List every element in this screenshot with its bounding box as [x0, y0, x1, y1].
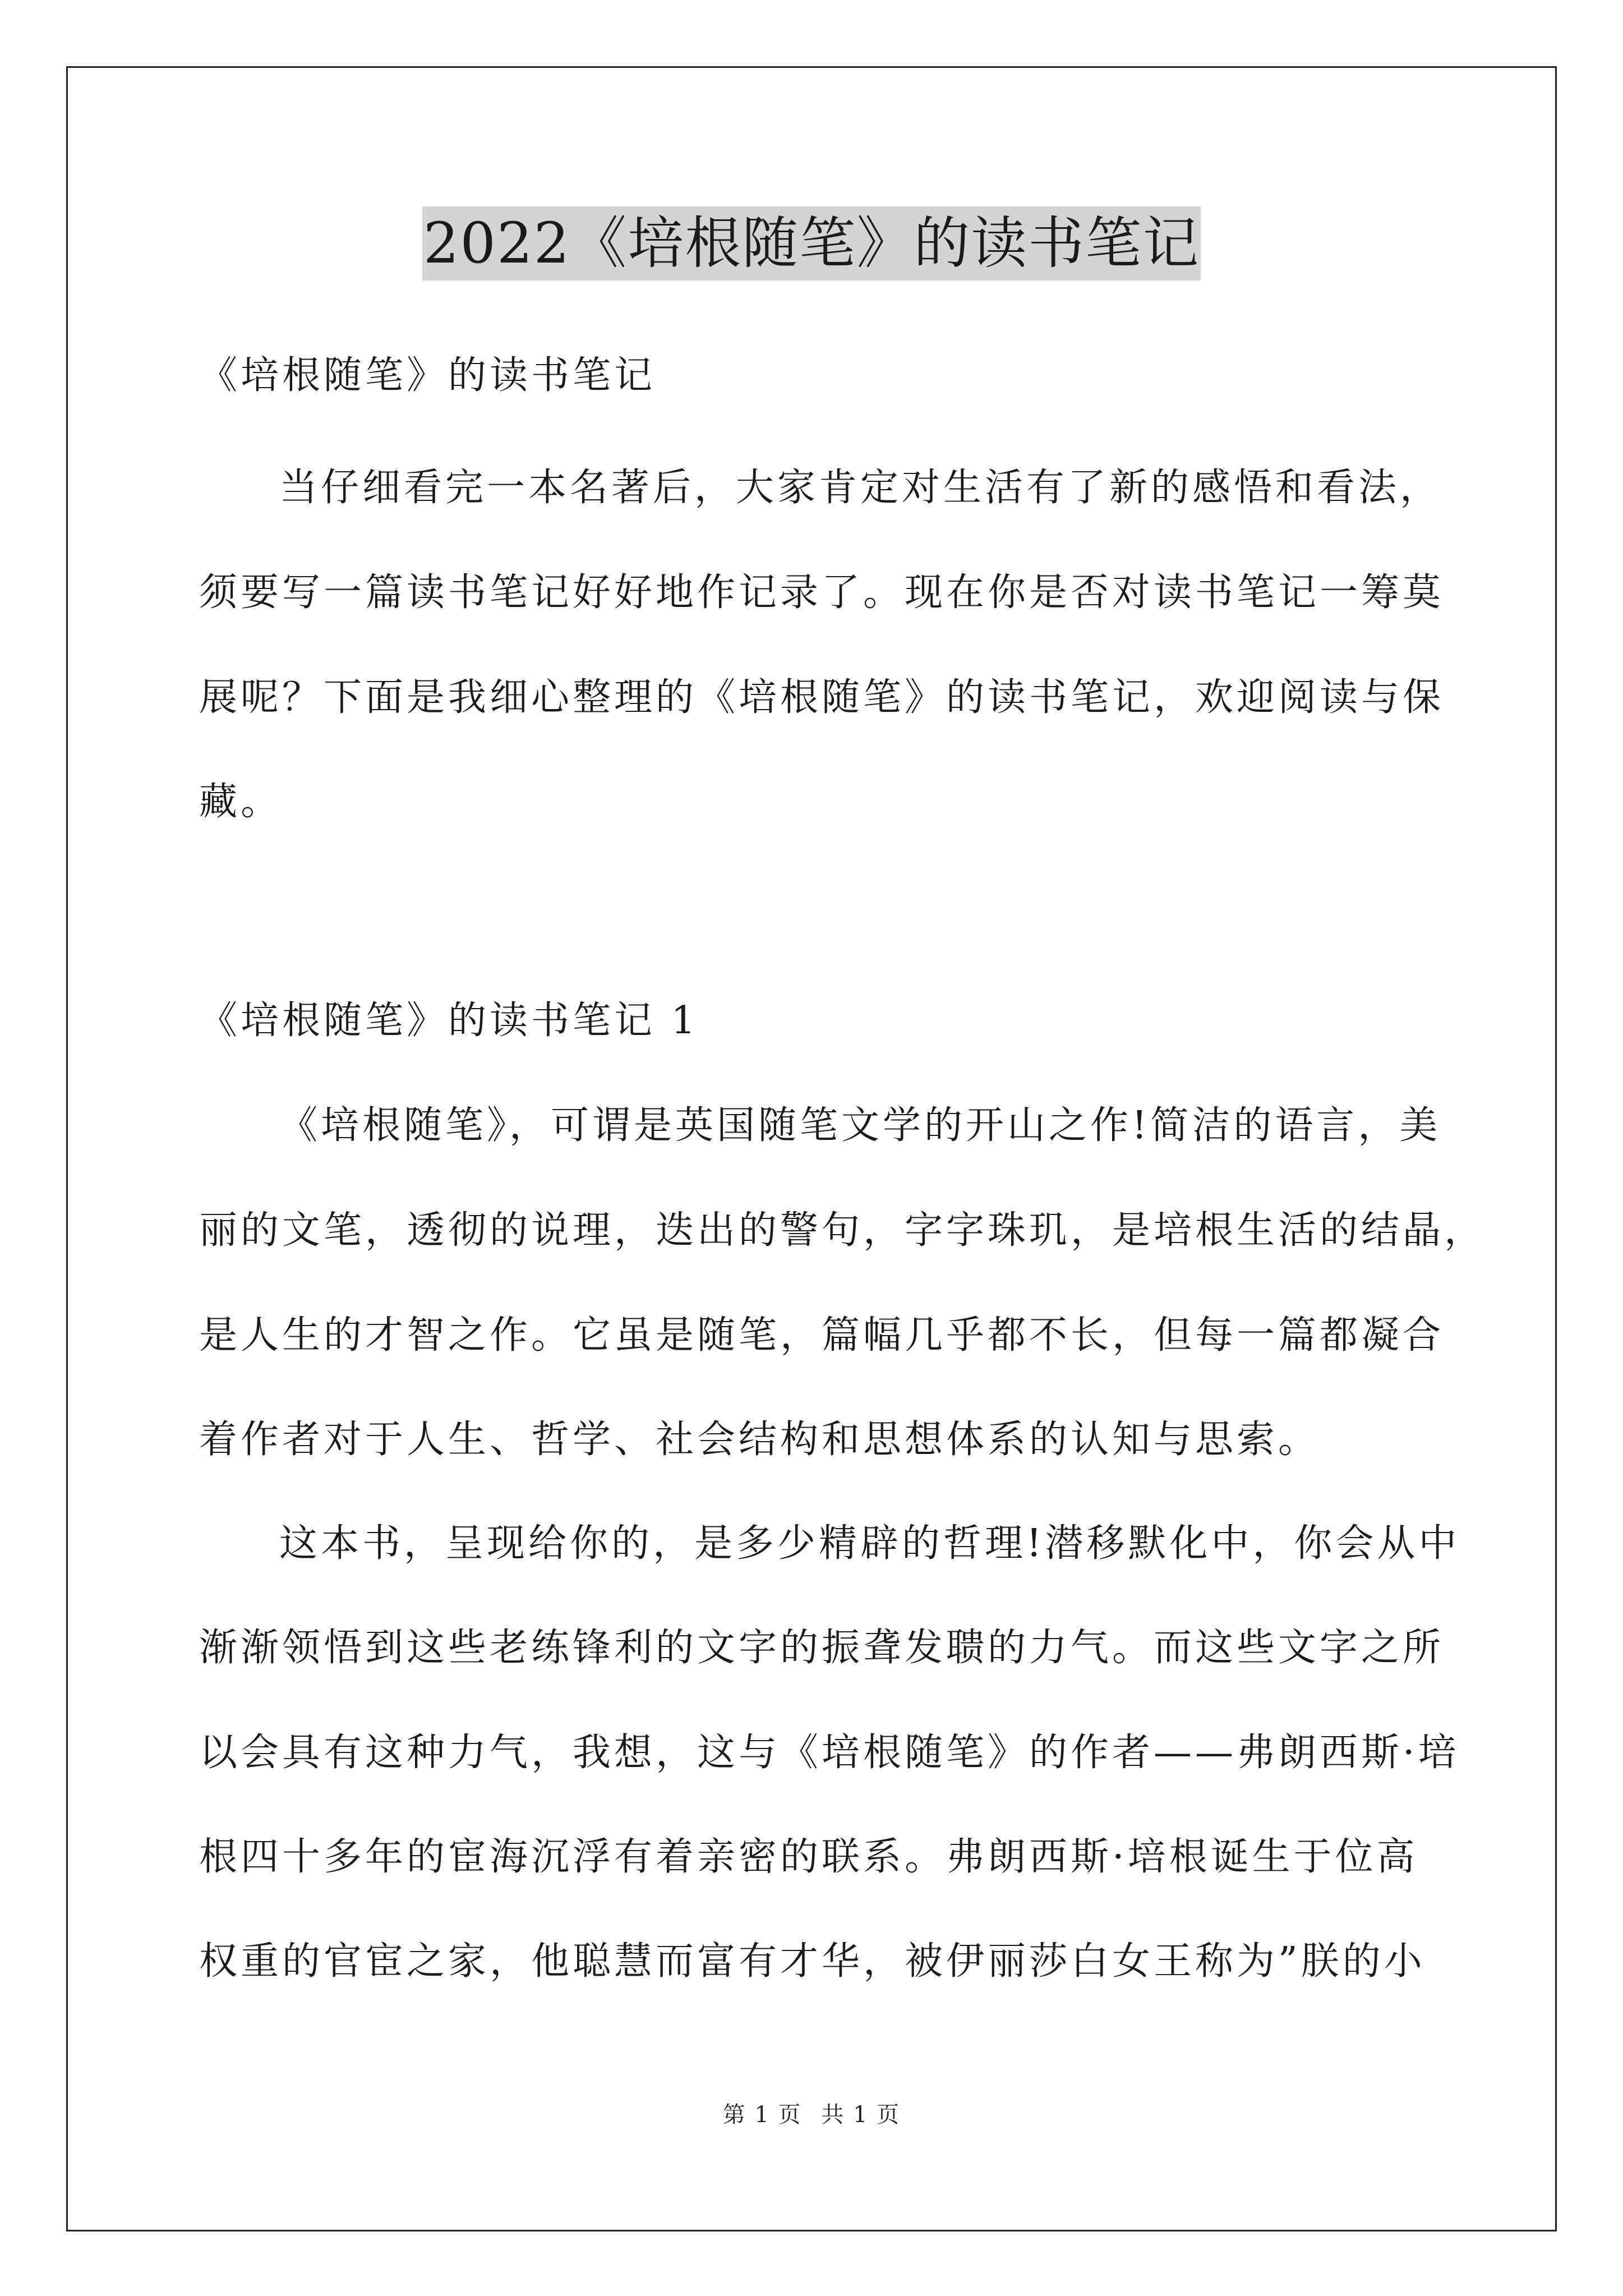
intro-heading: 《培根随笔》的读书笔记 — [199, 353, 656, 398]
page-number: 第 1 页 — [722, 2102, 802, 2128]
intro-line: 展呢？下面是我细心整理的《培根随笔》的读书笔记，欢迎阅读与保 — [199, 675, 1445, 720]
page-total: 共 1 页 — [821, 2102, 901, 2128]
intro-line: 须要写一篇读书笔记好好地作记录了。现在你是否对读书笔记一筹莫 — [199, 570, 1445, 615]
paragraph-line: 根四十多年的宦海沉浮有着亲密的联系。弗朗西斯·培根诞生于位高 — [199, 1835, 1418, 1879]
paragraph-line: 《培根随笔》，可谓是英国随笔文学的开山之作!简洁的语言，美 — [279, 1103, 1441, 1148]
paragraph-line: 权重的官宦之家，他聪慧而富有才华，被伊丽莎白女王称为”朕的小 — [199, 1939, 1426, 1984]
document-title: 2022《培根随笔》的读书笔记 — [422, 206, 1201, 280]
paragraph-line: 渐渐领悟到这些老练锋利的文字的振聋发聩的力气。而这些文字之所 — [199, 1626, 1445, 1670]
paragraph-line: 着作者对于人生、哲学、社会结构和思想体系的认知与思索。 — [199, 1418, 1320, 1462]
intro-line: 当仔细看完一本名著后，大家肯定对生活有了新的感悟和看法， — [279, 466, 1442, 510]
intro-line: 藏。 — [199, 780, 283, 824]
page-footer — [0, 2097, 1623, 2129]
paragraph-line: 丽的文笔，透彻的说理，迭出的警句，字字珠玑，是培根生活的结晶， — [199, 1208, 1486, 1253]
section-heading: 《培根随笔》的读书笔记 1 — [199, 999, 699, 1043]
paragraph-line: 这本书，呈现给你的，是多少精辟的哲理!潜移默化中，你会从中 — [279, 1521, 1460, 1566]
document-title-block — [0, 206, 1623, 280]
paragraph-line: 以会具有这种力气，我想，这与《培根随笔》的作者——弗朗西斯·培 — [199, 1731, 1460, 1775]
paragraph-line: 是人生的才智之作。它虽是随笔，篇幅几乎都不长，但每一篇都凝合 — [199, 1313, 1445, 1358]
